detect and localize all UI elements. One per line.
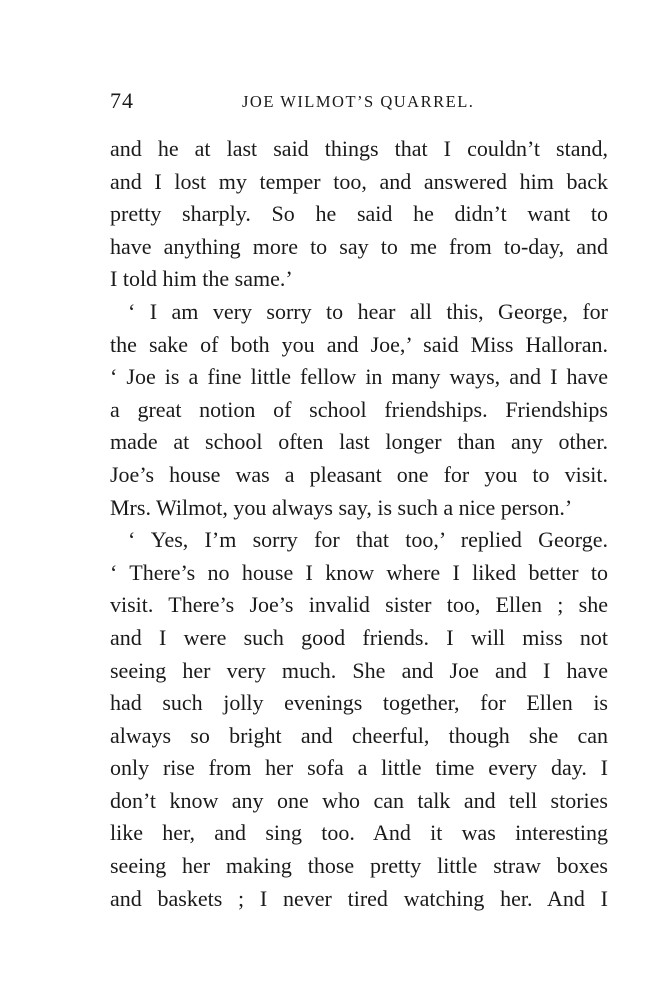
text-line: only rise from her sofa a little time every day. I <box>110 755 608 781</box>
body-text <box>110 133 608 915</box>
text-line: Joe’s house was a pleasant one for you to visit. <box>110 461 608 487</box>
text-line: and he at last said things that I couldn’t stand, <box>110 136 608 161</box>
text-line: visit. There’s Joe’s invalid sister too, Ellen ; she <box>110 592 608 618</box>
text-line: and I were such good friends. I will miss not <box>110 624 608 650</box>
text-line: have anything more to say to me from to-day, and <box>110 233 608 259</box>
text-line: don’t know any one who can talk and tell stories <box>110 787 608 813</box>
text-line: Mrs. Wilmot, you always say, is such a nice person.’ <box>110 494 573 520</box>
running-title: JOE WILMOT’S QUARREL. <box>242 92 475 111</box>
text-line: seeing her very much. She and Joe and I have <box>110 657 608 683</box>
text-line: and baskets ; I never tired watching her. And I <box>110 885 608 911</box>
text-line: ‘ Yes, I’m sorry for that too,’ replied George. <box>128 527 608 553</box>
text-line: pretty sharply. So he said he didn’t want to <box>110 201 608 227</box>
text-line: always so bright and cheerful, though she can <box>110 722 608 748</box>
text-line: a great notion of school friendships. Friendships <box>110 396 608 422</box>
text-line: I told him the same.’ <box>110 266 293 292</box>
text-line: ‘ Joe is a fine little fellow in many ways, and I have <box>110 364 608 390</box>
text-line: the sake of both you and Joe,’ said Miss Halloran. <box>110 331 608 357</box>
text-line: ‘ I am very sorry to hear all this, George, for <box>128 298 608 324</box>
page-number: 74 <box>110 88 134 113</box>
text-line: and I lost my temper too, and answered him back <box>110 168 608 194</box>
text-line: like her, and sing too. And it was interesting <box>110 820 608 846</box>
text-line: had such jolly evenings together, for Ellen is <box>110 690 608 716</box>
text-line: ‘ There’s no house I know where I liked better to <box>110 559 608 585</box>
running-head <box>110 88 608 116</box>
text-line: made at school often last longer than any other. <box>110 429 608 455</box>
text-line: seeing her making those pretty little straw boxes <box>110 853 608 879</box>
